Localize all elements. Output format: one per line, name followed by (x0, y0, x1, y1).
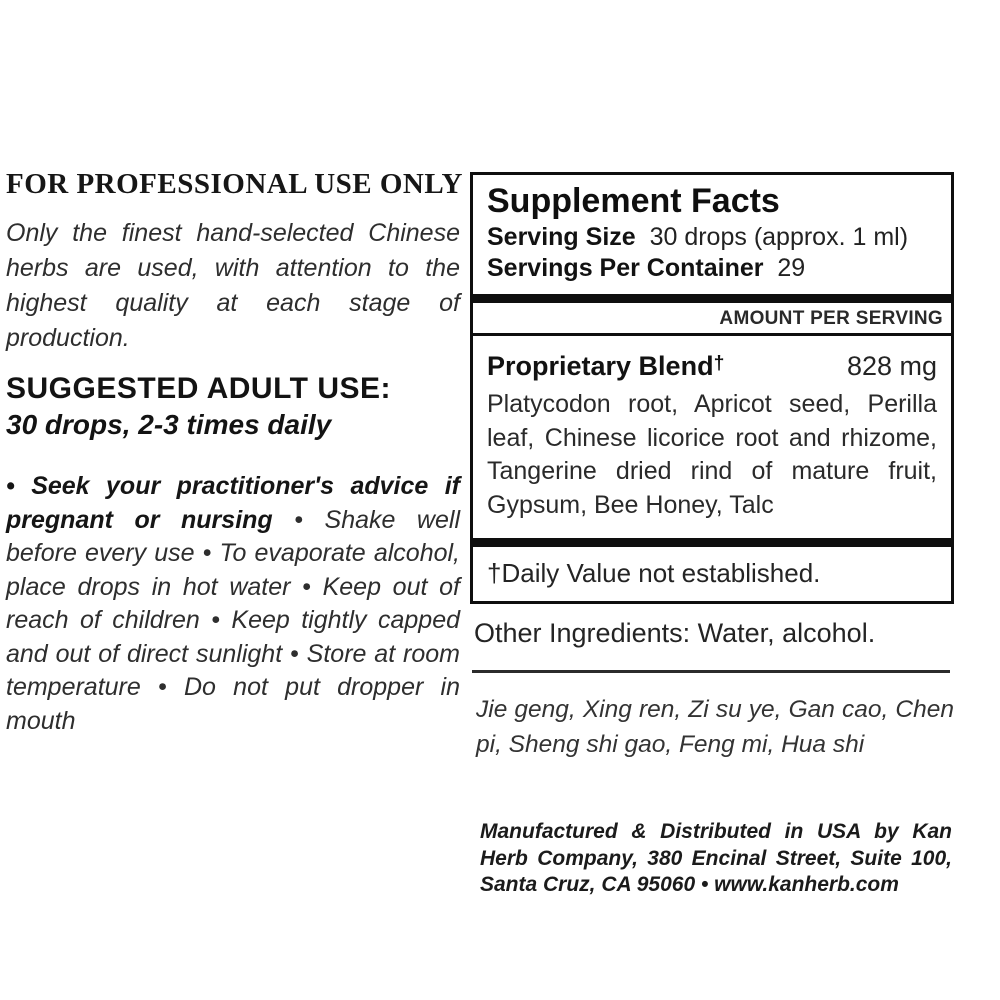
proprietary-blend-text: Proprietary Blend (487, 351, 714, 381)
warning-regular-segment: • Shake well before every use • To evaporate alcohol, place drops in hot water • Keep out of reach of children • Keep tightly capped and out of direct sunlight • Store at room temperature • Do not put dropper in mouth (6, 505, 461, 735)
left-column (6, 168, 464, 738)
blend-ingredients-list: Platycodon root, Apricot seed, Perilla leaf, Chinese licorice root and rhizome, Tangerine dried rind of mature fruit, Gypsum, Bee Honey, Talc (487, 390, 937, 519)
warnings-paragraph (6, 470, 460, 738)
serving-size-row (487, 222, 939, 253)
facts-header-block (473, 175, 951, 294)
other-ingredients-line: Other Ingredients: Water, alcohol. (474, 618, 876, 648)
facts-divider-bar-top (473, 294, 951, 303)
pinyin-herb-names: Jie geng, Xing ren, Zi su ye, Gan cao, Chen pi, Sheng shi gao, Feng mi, Hua shi (476, 696, 954, 758)
quality-statement: Only the finest hand-selected Chinese herbs are used, with attention to the highest quality at each stage of production. (6, 219, 460, 352)
servings-per-container-value: 29 (777, 254, 806, 282)
warning-bold-segment: • Seek your practitioner's advice if pregnant or nursing (6, 472, 460, 534)
serving-size-value: 30 drops (approx. 1 ml) (649, 223, 909, 251)
servings-per-container-row (487, 253, 939, 284)
supplement-facts-title: Supplement Facts (487, 182, 780, 220)
proprietary-blend-label (487, 347, 724, 382)
right-column (470, 172, 954, 899)
daily-value-note: †Daily Value not established. (487, 558, 821, 588)
servings-per-container-label: Servings Per Container (487, 254, 764, 282)
pinyin-divider-rule (472, 670, 950, 673)
serving-size-label: Serving Size (487, 223, 636, 251)
supplement-facts-panel (470, 172, 954, 604)
blend-dagger-mark: † (713, 352, 725, 374)
dosage-line: 30 drops, 2-3 times daily (6, 409, 332, 440)
blend-amount-value: 828 mg (846, 351, 937, 381)
suggested-adult-use-heading: SUGGESTED ADULT USE: (6, 372, 392, 405)
manufacturer-info: Manufactured & Distributed in USA by Kan Herb Company, 380 Encinal Street, Suite 100, Santa Cruz, CA 95060 • www.kanherb.com (480, 820, 952, 896)
professional-use-heading: FOR PROFESSIONAL USE ONLY (6, 168, 464, 200)
amount-per-serving-label: AMOUNT PER SERVING (719, 308, 943, 329)
proprietary-blend-row (473, 336, 951, 382)
facts-divider-bar-bottom (473, 538, 951, 547)
